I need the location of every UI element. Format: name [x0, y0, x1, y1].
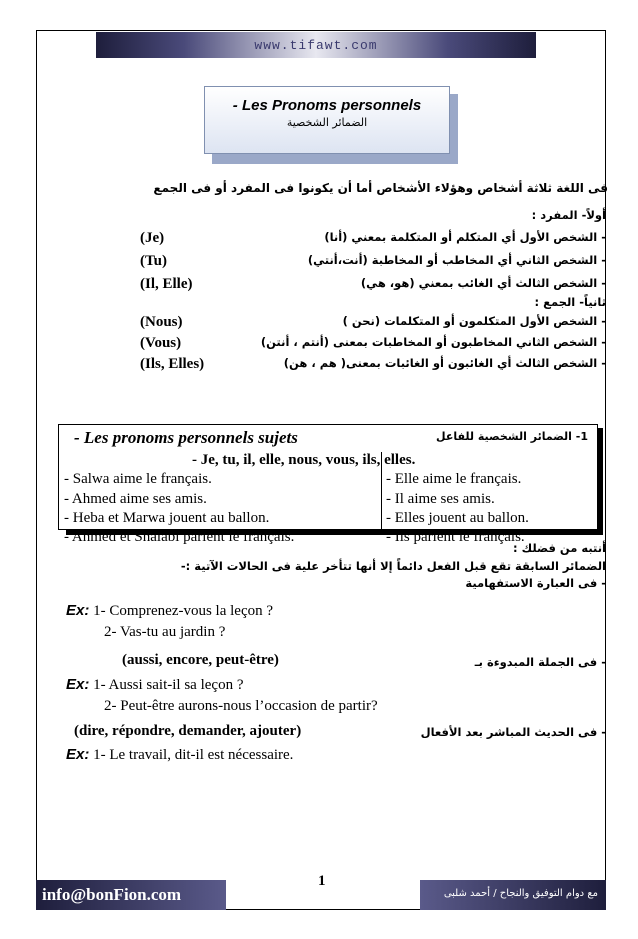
note-heading: أنتبه من فضلك :: [513, 541, 606, 555]
example-2-line-2: 2- Peut-être aurons-nous l’occasion de partir?: [104, 698, 378, 714]
title-arabic: الضمائر الشخصية: [286, 116, 368, 129]
table-row-2-right: - Il aime ses amis.: [386, 491, 495, 507]
case-2-ar: - فى الجملة المبدوءة بـ: [474, 655, 606, 669]
case-1-label: - فى العبارة الاستفهامية: [465, 576, 606, 590]
table-shadow-right: [598, 428, 603, 534]
footer-email-bar: [36, 880, 226, 910]
footer-email[interactable]: info@bonFion.com: [42, 885, 182, 904]
plural-fr-2: (Vous): [140, 335, 182, 351]
singular-line-1: - الشخص الأول أي المتكلم أو المتكلمة بمعني (أنا): [324, 230, 606, 244]
table-row-3-right: - Elles jouent au ballon.: [386, 510, 529, 526]
singular-line-2: - الشخص الثاني أي المخاطب أو المخاطبة (أنت،أنتي): [307, 253, 606, 267]
title-french: - Les Pronoms personnels: [232, 97, 422, 114]
ex-label: Ex:: [66, 676, 90, 693]
singular-fr-2: (Tu): [140, 253, 167, 269]
section1-title-fr: - Les pronoms personnels sujets: [74, 428, 298, 447]
website-url[interactable]: www.tifawt.com: [254, 38, 378, 53]
plural-fr-1: (Nous): [140, 314, 183, 330]
example-2-line-1: Ex: 1- Aussi sait-il sa leçon ?: [66, 676, 244, 693]
table-row-1-right: - Elle aime le français.: [386, 471, 522, 487]
case-2-fr: (aussi, encore, peut-être): [122, 652, 279, 668]
singular-heading: أولاً- المفرد :: [531, 208, 606, 222]
example-1-line-2: 2- Vas-tu au jardin ?: [104, 624, 226, 640]
note-line: الضمائر السابقة تقع قبل الفعل دائماً إلا أنها تتأخر علية فى الحالات الآتية :-: [180, 559, 606, 573]
footer-signature: مع دوام التوفيق والنجاح / أحمد شلبى: [443, 888, 598, 899]
footer-signature-bar: [420, 880, 606, 910]
ex-label: Ex:: [66, 602, 90, 619]
example-3-line-1: Ex: 1- Le travail, dit-il est nécessaire.: [66, 746, 294, 763]
table-row-3-left: - Heba et Marwa jouent au ballon.: [64, 510, 270, 526]
singular-fr-1: (Je): [140, 230, 165, 246]
section1-pronoun-list: - Je, tu, il, elle, nous, vous, ils, elles.: [192, 452, 416, 468]
header-bar: [96, 32, 536, 58]
plural-heading: ثانياً- الجمع :: [534, 295, 606, 309]
intro-text: فى اللغة ثلاثة أشخاص وهؤلاء الأشخاص أما أن يكونوا فى المفرد أو فى الجمع: [153, 181, 608, 195]
table-row-4-left: - Ahmed et Shalabi parlent le français.: [64, 529, 295, 545]
plural-line-2: - الشخص الثاني المخاطبون أو المخاطبات بمعنى (أنتم ، أنتن): [260, 335, 606, 349]
table-row-1-left: - Salwa aime le français.: [64, 471, 212, 487]
page-number: 1: [318, 873, 326, 889]
plural-line-1: - الشخص الأول المتكلمون أو المتكلمات (نحن ): [342, 314, 606, 328]
table-row-2-left: - Ahmed aime ses amis.: [64, 491, 207, 507]
singular-fr-3: (Il, Elle): [140, 276, 193, 292]
ex-label: Ex:: [66, 746, 90, 763]
title-box: [204, 86, 450, 154]
case-3-fr: (dire, répondre, demander, ajouter): [74, 723, 302, 739]
singular-line-3: - الشخص الثالث أي الغائب بمعني (هو، هي): [360, 276, 606, 290]
table-row-4-right: - Ils parlent le français.: [386, 529, 525, 545]
example-1-line-1: Ex: 1- Comprenez-vous la leçon ?: [66, 602, 274, 619]
plural-line-3: - الشخص الثالث أي الغائبون أو الغائبات بمعنى( هم ، هن): [283, 356, 606, 370]
plural-fr-3: (Ils, Elles): [140, 356, 205, 372]
case-3-ar: - فى الحديث المباشر بعد الأفعال: [420, 725, 606, 739]
section1-title-ar: 1- الضمائر الشخصية للفاعل: [436, 430, 588, 443]
